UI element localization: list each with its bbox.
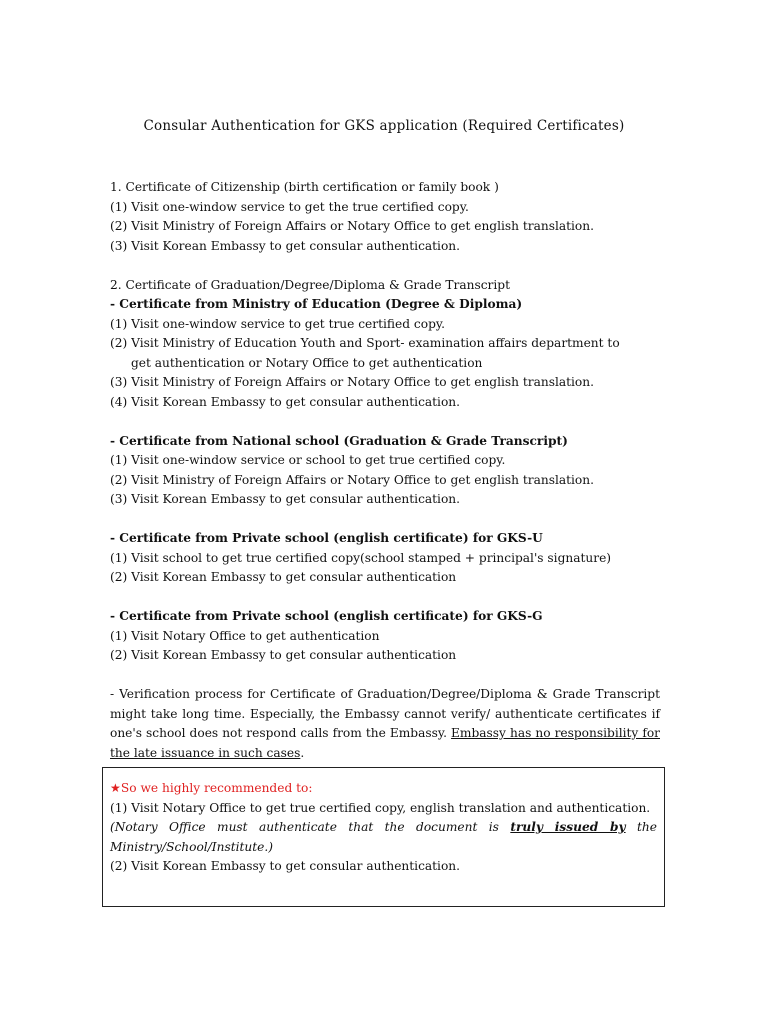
national-heading: - Certificate from National school (Graduation & Grade Transcript) [110,433,568,448]
spacer [110,666,660,686]
notary-note-before: (Notary Office must authenticate that the document is [110,820,511,834]
notary-note-emphasis: truly issued by [510,820,626,834]
recommendation-step-1: (1) Visit Notary Office to get true certified copy, english translation and authentication. [110,800,651,815]
section1-step-2: (2) Visit Ministry of Foreign Affairs or Notary Office to get english translation. [110,219,594,233]
verification-text: - Verification process for Certificate of Graduation/Degree/Diploma & Grade Transcript might take long time. Especially, the Embassy cannot verify/ authenticate certificates if one's school does not respond calls from the Embassy. [110,687,660,740]
section1-step-3: (3) Visit Korean Embassy to get consular authentication. [110,238,461,253]
ministry-step-4: (4) Visit Korean Embassy to get consular authentication. [110,394,461,409]
private-g-heading: - Certificate from Private school (english certificate) for GKS-G [110,609,543,623]
notary-note-after: the Ministry/School/Institute.) [110,820,657,854]
recommendation-step-2: (2) Visit Korean Embassy to get consular authentication. [110,859,461,873]
ministry-step-2-line-2: get authentication or Notary Office to get authentication [131,355,483,370]
verification-period: . [300,745,305,760]
ministry-step-2-line-1: (2) Visit Ministry of Education Youth and Sport- examination affairs department to [110,336,620,350]
spacer [110,510,660,530]
national-step-1: (1) Visit one-window service or school to get true certified copy. [110,453,506,467]
document-title: Consular Authentication for GKS application (Required Certificates) [143,118,625,134]
private-u-heading: - Certificate from Private school (english certificate) for GKS-U [110,531,543,545]
private-u-step-2: (2) Visit Korean Embassy to get consular authentication [110,570,457,584]
spacer [110,256,660,276]
spacer [110,412,660,432]
responsibility-disclaimer: Embassy has no responsibility for the late issuance in such cases [110,726,660,760]
ministry-step-3: (3) Visit Ministry of Foreign Affairs or Notary Office to get english translation. [110,375,594,389]
national-step-2: (2) Visit Ministry of Foreign Affairs or Notary Office to get english translation. [110,472,594,487]
spacer [110,588,660,608]
section2-heading: 2. Certificate of Graduation/Degree/Diploma & Grade Transcript [110,277,510,292]
private-u-step-1: (1) Visit school to get true certified copy(school stamped + principal's signature) [110,550,612,565]
private-g-step-1: (1) Visit Notary Office to get authentication [110,628,380,643]
notary-note [110,818,657,857]
ministry-step-1: (1) Visit one-window service to get true certified copy. [110,316,446,331]
private-g-step-2: (2) Visit Korean Embassy to get consular authentication [110,648,457,662]
national-step-3: (3) Visit Korean Embassy to get consular authentication. [110,492,461,506]
recommendation-heading: ★So we highly recommended to: [110,781,313,795]
ministry-heading: - Certificate from Ministry of Education (Degree & Diploma) [110,297,523,311]
verification-paragraph [110,685,660,763]
section1-heading: 1. Certificate of Citizenship (birth certification or family book ) [110,180,499,194]
document-body [110,178,660,763]
recommendation-box [102,767,665,907]
section1-step-1: (1) Visit one-window service to get the true certified copy. [110,199,469,214]
